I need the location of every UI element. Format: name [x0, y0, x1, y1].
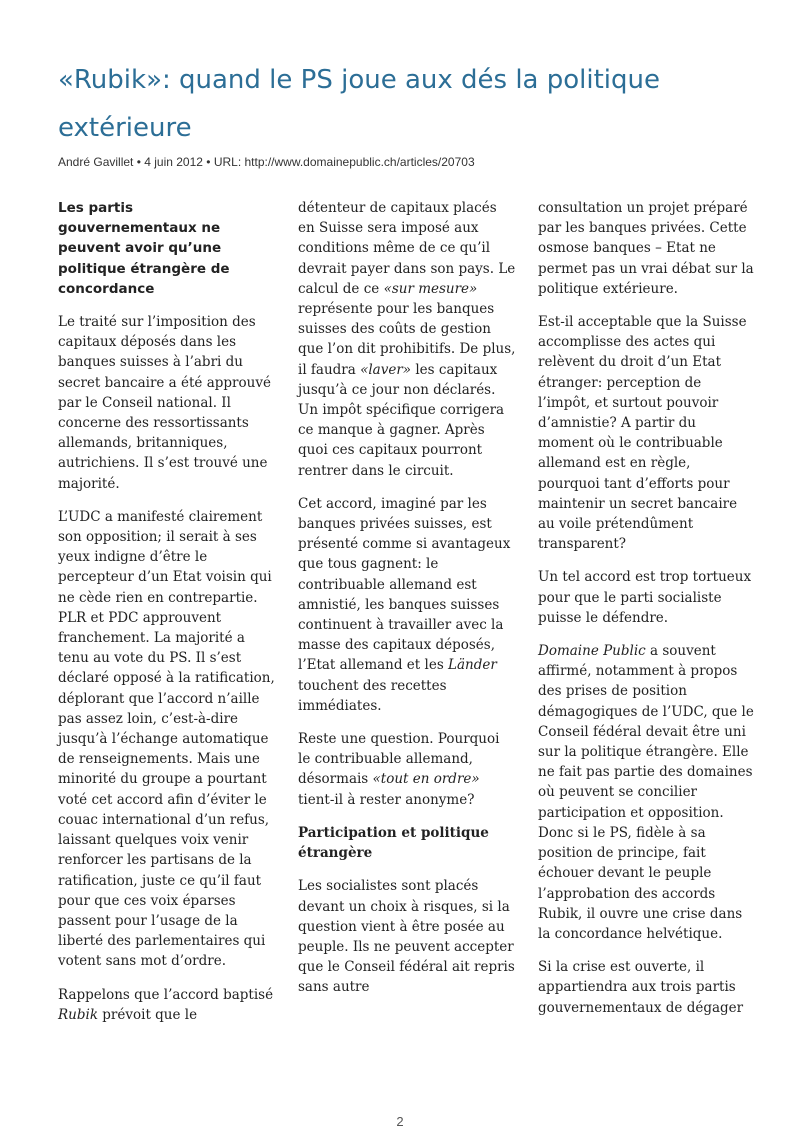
paragraph: Les socialistes sont placés devant un choix à risques, si la question vient à être posée au peuple. Ils ne peuvent accepter que le Conseil fédéral ait repris sans autre: [298, 878, 515, 996]
emphasis: Rubik: [58, 1006, 98, 1023]
text-run: Cet accord, imaginé par les banques privées suisses, est présenté comme si avantageux que tous gagnent: le contribuable allemand est amnistié, les banques suisses continuent à travailler avec la masse des capitaux déposés, l’Etat allemand et les: [298, 495, 511, 674]
paragraph: Si la crise est ouverte, il appartiendra aux trois partis gouvernementaux de dégager: [538, 959, 744, 1016]
article-title: «Rubik»: quand le PS joue aux dés la politique extérieure: [58, 65, 661, 143]
text-run: prévoit que le: [98, 1006, 198, 1023]
paragraph: [298, 494, 516, 716]
article-meta: André Gavillet • 4 juin 2012 • URL: http://www.domainepublic.ch/articles/20703: [58, 155, 475, 169]
emphasis: «tout en ordre»: [372, 771, 480, 788]
paragraph: L’UDC a manifesté clairement son opposition; il serait à ses yeux indigne d’être le percepteur d’un Etat voisin qui ne cède rien en contrepartie. PLR et PDC approuvent franchement. La majorité a tenu au vote du PS. Il s’est déclaré opposé à la ratification, déplorant que l’accord n’aille pas assez loin, c’est-à-dire jusqu’à l’échange automatique de renseignements. Mais une minorité du groupe a pourtant voté cet accord afin d’éviter le couac international d’un refus, laissant quelques voix venir renforcer les partisans de la ratification, juste ce qu’il faut pour que ces voix éparses passent pour l’usage de la liberté des parlementaires qui votent sans mot d’ordre.: [58, 508, 275, 970]
paragraph: Un tel accord est trop tortueux pour que le parti socialiste puisse le défendre.: [538, 569, 752, 626]
paragraph: [298, 198, 516, 481]
text-run: touchent des recettes immédiates.: [298, 677, 447, 714]
emphasis: Domaine Public: [538, 643, 646, 660]
text-run: Rappelons que l’accord baptisé: [58, 986, 274, 1003]
text-run: Reste une question. Pourquoi le contribuable allemand, désormais: [298, 731, 500, 788]
paragraph: [58, 985, 276, 1025]
emphasis: «laver»: [360, 361, 412, 378]
emphasis: «sur mesure»: [383, 280, 478, 297]
paragraph: consultation un projet préparé par les banques privées. Cette osmose banques – Etat ne permet pas un vrai débat sur la politique extérieure.: [538, 200, 754, 297]
column-3: [538, 198, 756, 1031]
section-heading: Participation et politique étrangère: [298, 824, 489, 862]
emphasis: Länder: [448, 657, 497, 674]
column-1: [58, 198, 276, 1038]
paragraph: Le traité sur l’imposition des capitaux déposés dans les banques suisses à l’abri du secret bancaire a été approuvé par le Conseil national. Il concerne des ressortissants allemands, britanniques, autrichiens. Il s’est trouvé une majorité.: [58, 314, 271, 492]
paragraph: [298, 729, 516, 810]
text-run: a souvent affirmé, notamment à propos des prises de position démagogiques de l’UDC, que le Conseil fédéral devait être uni sur la politique étrangère. Elle ne fait pas partie des domaines où peuvent se concilier participation et opposition. Donc si le PS, fidèle à sa position de principe, fait échouer devant le peuple l’approbation des accords Rubik, il ouvre une crise dans la concordance helvétique.: [538, 643, 754, 942]
text-run: les capitaux jusqu’à ce jour non déclarés. Un impôt spécifique corrigera ce manque à gagner. Après quoi ces capitaux pourront rentrer dans le circuit.: [298, 361, 505, 479]
paragraph: [538, 641, 756, 944]
text-run: représente pour les banques suisses des coûts de gestion que l’on dit prohibitifs. De plus, il faudra: [298, 301, 516, 378]
article-lead: Les partis gouvernementaux ne peuvent avoir qu’une politique étrangère de concordance: [58, 200, 230, 297]
paragraph: Est-il acceptable que la Suisse accomplisse des actes qui relèvent du droit d’un Etat étranger: perception de l’impôt, et surtout pouvoir d’amnistie? A partir du moment où le contribuable allemand est en règle, pourquoi tant d’efforts pour maintenir un secret bancaire au voile prétendûment transparent?: [538, 314, 747, 553]
text-run: détenteur de capitaux placés en Suisse sera imposé aux conditions même de ce qu’il devrait payer dans son pays. Le calcul de ce: [298, 200, 516, 297]
page-number: 2: [396, 1114, 404, 1129]
column-2: [298, 198, 516, 1011]
text-run: tient-il à rester anonyme?: [298, 791, 475, 808]
